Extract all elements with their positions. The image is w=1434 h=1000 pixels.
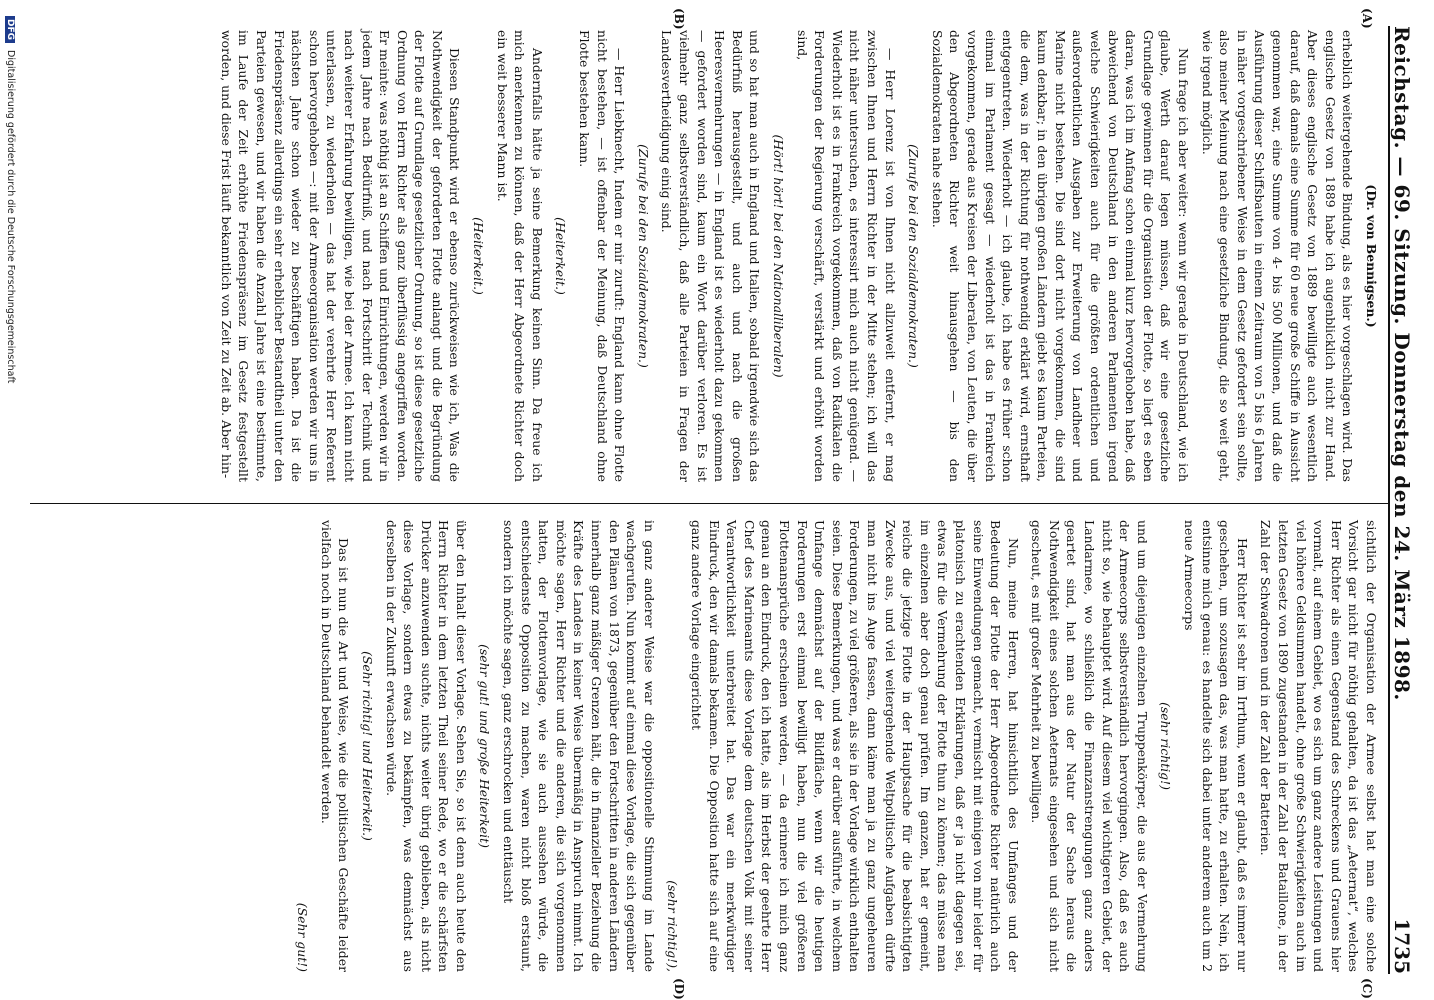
column-divider [30,503,1388,504]
interjection: (Sehr gut!) [295,902,311,972]
page-number: 1735 [1390,918,1414,974]
dfg-logo: DFG [5,16,15,43]
margin-mark-d: (D) [672,978,686,1000]
margin-mark-c: (C) [1360,978,1374,999]
margin-mark-b: (B) [672,8,686,30]
paragraph: in ganz anderer Weise war die oppositionelle Stimmung im Lande wachgerufen. Nun kommt auf einmal diese Vorlage, die sich gegenüber den Plänen von 1873, gegenüber den Fortschritten in anderen Ländern innerhalb ganz mäßiger Grenzen hält, die in finanzieller Beziehung die Kräfte des Landes in keiner Weise übermäßig in Anspruch nimmt. Ich möchte sagen, Herr Richter und die anderen, die sich vorgenommen hatten, der Flottenvorlage, wie sie auch aussehen würde, die entschiedenste Opposition zu machen, waren nicht bloß erstaunt, sondern ich möchte sagen, ganz erschrocken und enttäuscht [501,520,657,972]
paragraph: — Herr Lorenz ist von Ihnen nicht allzuweit entfernt, er mag zwischen Ihnen und Herrn Richter in der Mitte stehen; ich will das nicht näher untersuchen, es interessirt mich auch nicht genügend. — Wiederholt ist es in Frankreich vorgekommen, daß von Radikalen die Forderungen der Regierung verschärft, verstärkt und erhöht worden sind, [794,30,898,482]
interjection: (sehr richtig!) [1158,702,1174,790]
paragraph: Herr Richter ist sehr im Irrthum, wenn er glaubt, daß es immer nur geschehen, um sozusagen das, was man hatte, zu erhalten. Nein, ich entsinne mich genau: es handelte sich dabei unter anderem auch um 2 neue Armeecorps [1182,520,1250,972]
interjection: (Zurufe bei den Sozialdemokraten.) [635,144,651,368]
header-rule [1388,26,1390,974]
interjection: (Heiterkeit.) [471,217,487,295]
credit-text: Digitalisierung gefördert durch die Deutsche Forschungsgemeinschaft [5,50,16,384]
interjection: (sehr gut! und große Heiterkeit) [477,644,493,848]
interjection: (sehr richtig!), [665,880,681,972]
paragraph: Nun, meine Herren, hat hinsichtlich des Umfanges und der Bedeutung der Flotte der Herr Abgeordnete Richter natürlich auch seine Einwendungen gemacht, vermischt mit einigen von mir leider für platonisch zu erachtenden Erklärungen, daß er ja nicht dagegen sei, etwas für die Vermehrung der Flotte thun zu können; das müsse man im einzelnen aber doch genau prüfen. Im ganzen, hat er gemeint, reiche die jetzige Flotte in der Hauptsache für die beabsichtigten Zwecke aus, und viel weitergehende Weltpolitische Aufgaben dürfte man nicht ins Auge fassen, dann käme man ja zu ganz ungeheuren Forderungen, zu viel größeren, als sie in der Vorlage wirklich enthalten seien. Diese Bemerkungen, und was er darüber ausführte, in welchem Umfange demnächst auf der Bildfläche, wenn wir die heutigen Forderungen erst einmal bewilligt haben, nun die viel größeren Flottenansprüche erscheinen werden, — da erinnere ich mich ganz genau an den Eindruck, den ich hatte, als im Herbst der geehrte Herr Chef des Marineamts diese Vorlage dem deutschen Volk mit seiner Verantwortlichkeit unterbreitet hat. Das war ein merkwürdiger Eindruck, den wir damals bekamen. Die Opposition hatte sich auf eine ganz andere Vorlage eingerichtet [689,520,1021,972]
header-title: Reichstag. — 69. Sitzung. Donnerstag den 24. März 1898. [1390,26,1414,701]
paragraph: erheblich weitergehende Bindung, als es hier vorgeschlagen wird. Das englische Gesetz von 1889 habe ich augenblicklich nicht zur Hand. Aber dieses englische Gesetz von 1889 bewilligte auch wesentlich darauf, daß damals eine Summe für 60 neue große Schiffe in Aussicht genommen war, eine Summe von 4- bis 500 Millionen, und daß die Ausführung dieser Schiffsbauten in einem Zeitraum von 5 bis 6 Jahren in näher vorgeschriebener Weise in dem Gesetz gefordert sein sollte, also meiner Meinung nach eine gesetzliche Bindung, die so weit geht, wie irgend möglich. [1199,30,1356,482]
paragraph: und so hat man auch in England und Italien, sobald irgendwie sich das Bedürfniß herausgestellt, und auch und nach die großen Heeresvermehrungen — in England ist es wiederholt dazu gekommen — gefordert worden sind, kaum ein Wort darüber verloren. Es ist vielmehr ganz selbstverständlich, daß alle Parteien in Fragen der Landesvertheidigung einig sind. [659,30,763,482]
paragraph: und um diejenigen einzelnen Truppenkörper, die aus der Vermehrung der Armeecorps selbstverständlich hervorgingen. Also, daß es auch nicht so, wie behauptet wird. Auf diesem viel wichtigeren Gebiet, der Landarmee, wo schließlich die Finanzanstrengungen ganz anders geartet sind, hat man aus der Natur der Sache heraus die Nothwendigkeit eines solchen Aeternats eingesehen und sich nicht gescheut, es mit großer Mehrheit zu bewilligen. [1029,520,1150,972]
margin-mark-a: (A) [1360,8,1374,29]
paragraph: sichtlich der Organisation der Armee selbst hat man eine solche Vorsicht gar nicht für nöthig gehalten, da ist das „Aeternat“, welches Herr Richter als einen Gegenstand des Schreckens und Grauens hier vormalt, auf einem Gebiet, wo es sich um ganz andere Leistungen und viel höhere Geldsummen handelt, ohne große Schwierigkeiten auch im letzten Gesetz von 1890 zugestanden in der Zahl der Bataillone, in der Zahl der Schwadronen und in der Zahl der Batterien. [1258,520,1379,972]
paragraph: Diesen Standpunkt wird er ebenso zurückweisen wie ich, Was die Nothwendigkeit der geforderten Flotte anlangt und die Begründung der Flotte auf Grundlage gesetzlicher Ordnung, so ist diese gesetzliche Ordnung von Herrn Richter als ganz überflüssig angegriffen worden. Er meinte: was nöthig ist an Schiffen und Einrichtungen, werden wir in jedem Jahre nach Bedürfniß, und nach Fortschritt der Technik und nach weiterer Erfahrung bewilligen, wie bei der Armee. Ich kann nicht unterlassen, zu wiederholen — das hat der verehrte Herr Referent schon hervorgehoben —: mit der Armeeorganisation werden wir uns in nächsten Jahre schon wieder zu beschäftigen haben. Da ist die Friedenspräsenz allerdings ein sehr erheblicher Bestandtheil unter den Parteien gewesen, und wir haben die Anzahl Jahre ist eine bestimmte, im Laufe der Zeit erhöhte Friedenspräsenz im Gesetz festgestellt worden, und diese Frist läuft bekanntlich von Zeit zu Zeit ab. Aber hin- [218,30,463,482]
interjection: (Hört! hört! bei den Nationalliberalen) [771,134,786,378]
paragraph: — Herr Liebknecht, Indem er mir zuruft: England kann ohne Flotte nicht bestehen, — ist offenbar der Meinung, daß Deutschland ohne Flotte bestehen kann. [577,30,628,482]
paragraph: Andernfalls hätte ja seine Bemerkung keinen Sinn. Da freue ich mich anerkennen zu können, daß der Herr Abgeordnete Richter doch ein weit besserer Mann ist. [494,30,545,482]
interjection: (Heiterkeit.) [553,217,569,295]
running-header [1386,26,1416,974]
column-left [211,30,1380,482]
digitization-credit [2,16,16,984]
column-right [288,520,1380,972]
interjection: (Sehr richtig! und Heiterkeit.) [359,651,375,841]
interjection: (Zurufe bei den Sozialdemokraten.) [906,144,922,368]
paragraph: Nun frage ich aber weiter: wenn wir gerade in Deutschland, wie ich glaube, Werth darauf legen müssen, daß wir eine gesetzliche Grundlage gewinnen für die Organisation der Flotte, so liegt es eben daran, was ich im Anfang schon einmal kurz hervorgehoben habe, daß abweichend von Deutschland in den anderen Parlamenten irgend welche Schwierigkeiten auch für die größten ordentlichen und außerordentlichen Ausgaben zur Erweiterung von Landheer und Marine nicht bestehen. Die sind dort nicht vorgekommen, die sind kaum denkbar; in den übrigen großen Ländern giebt es kaum Parteien, die dem, was in der Richtung für nothwendig erklärt wird, ernsthaft entgegentreten. Wiederholt — ich glaube, ich habe es früher schon einmal im Parlament gesagt — wiederholt ist das in Frankreich vorgekommen, gerade aus Kreisen der Liberalen, von Leuten, die über den Abgeordneten Richter weit hinausgehen — bis den Sozialdemokraten nahe stehen. [929,30,1192,482]
speaker-name: (Dr. von Bennigsen.) [1364,184,1379,328]
paragraph: Das ist nun die Art und Weise, wie die politischen Geschäfte leider vielfach noch in Deutschland behandelt werden. [318,520,352,972]
paragraph: über den Inhalt dieser Vorlage. Sehen Sie, so ist denn auch heute den Herrn Richter in dem letzten Theil seiner Rede, wo er die schärfsten Drücker anzuwenden suchte, nichts weiter übrig geblieben, als nicht diese Vorlage, sondern etwas zu bekämpfen, was demnächst aus derselben in der Zukunft erwachsen würde. [383,520,469,972]
